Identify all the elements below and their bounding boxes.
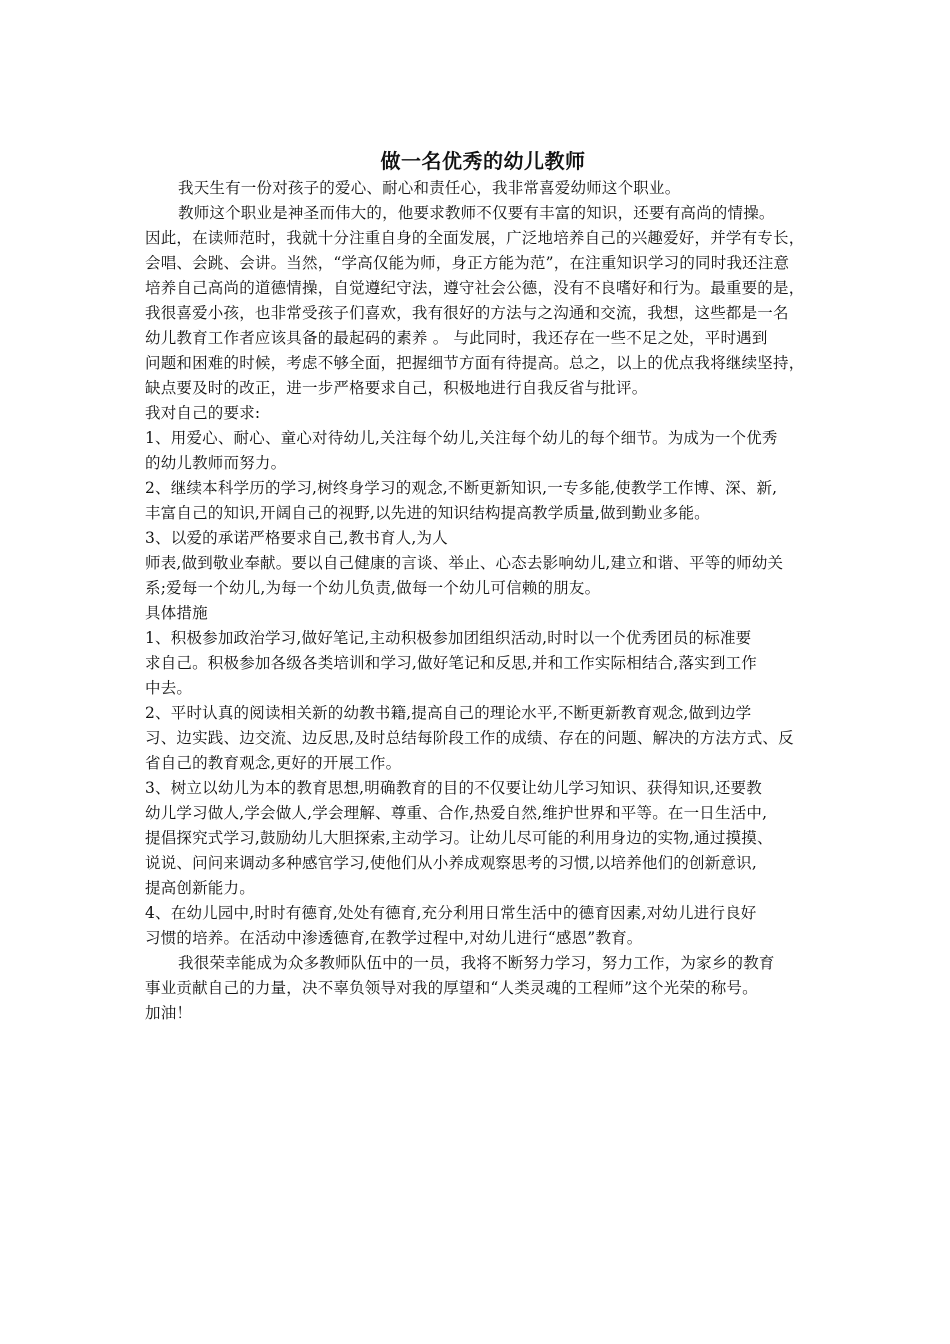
text-line: 事业贡献自己的力量，决不辜负领导对我的厚望和“人类灵魂的工程师”这个光荣的称号。: [145, 979, 758, 997]
text-line: 师表,做到敬业奉献。要以自己健康的言谈、举止、心态去影响幼儿,建立和谐、平等的师幼关: [145, 554, 784, 572]
text-line: 3、以爱的承诺严格要求自己,教书育人,为人: [145, 529, 448, 547]
text-line: 说说、问问来调动多种感官学习,使他们从小养成观察思考的习惯,以培养他们的创新意识,: [145, 854, 757, 872]
text-line: 提倡探究式学习,鼓励幼儿大胆探索,主动学习。让幼儿尽可能的利用身边的实物,通过摸摸、: [145, 829, 773, 847]
text-line: 我天生有一份对孩子的爱心、耐心和责任心，我非常喜爱幼师这个职业。: [178, 179, 681, 197]
text-line: 加油！: [145, 1004, 193, 1022]
text-line: 丰富自己的知识,开阔自己的视野,以先进的知识结构提高教学质量,做到勤业多能。: [145, 504, 710, 522]
text-line: 习、边实践、边交流、边反思,及时总结每阶段工作的成绩、存在的问题、解决的方法方式、反: [145, 729, 794, 747]
text-line: 缺点要及时的改正，进一步严格要求自己，积极地进行自我反省与批评。: [145, 379, 648, 397]
text-line: 具体措施: [145, 604, 208, 622]
text-line: 3、树立以幼儿为本的教育思想,明确教育的目的不仅要让幼儿学习知识、获得知识,还要教: [145, 779, 762, 797]
text-line: 习惯的培养。在活动中渗透德育,在教学过程中,对幼儿进行“感恩”教育。: [145, 929, 643, 947]
text-line: 幼儿学习做人,学会做人,学会理解、尊重、合作,热爱自然,维护世界和平等。在一日生活中,: [145, 804, 768, 822]
text-line: 1、积极参加政治学习,做好笔记,主动积极参加团组织活动,时时以一个优秀团员的标准要: [145, 629, 752, 647]
text-line: 的幼儿教师而努力。: [145, 454, 287, 472]
text-line: 幼儿教育工作者应该具备的最起码的素养 。 与此同时，我还存在一些不足之处，平时遇到: [145, 329, 768, 347]
text-line: 会唱、会跳、会讲。当然，“学高仅能为师，身正方能为范”，在注重知识学习的同时我还注意: [145, 254, 790, 272]
text-line: 2、继续本科学历的学习,树终身学习的观念,不断更新知识,一专多能,使教学工作博、深、新,: [145, 479, 778, 497]
text-line: 教师这个职业是神圣而伟大的，他要求教师不仅要有丰富的知识，还要有高尚的情操。: [178, 204, 775, 222]
text-line: 中去。: [145, 679, 193, 697]
text-line: 系;爱每一个幼儿,为每一个幼儿负责,做每一个幼儿可信赖的朋友。: [145, 579, 601, 597]
document-body: [145, 176, 813, 1026]
document-title: 做一名优秀的幼儿教师: [380, 149, 586, 173]
text-line: 4、在幼儿园中,时时有德育,处处有德育,充分利用日常生活中的德育因素,对幼儿进行良好: [145, 904, 757, 922]
text-line: 提高创新能力。: [145, 879, 255, 897]
document-page: [145, 146, 813, 1026]
text-line: 1、用爱心、耐心、童心对待幼儿,关注每个幼儿,关注每个幼儿的每个细节。为成为一个优秀: [145, 429, 778, 447]
text-line: 我对自己的要求:: [145, 404, 261, 422]
text-line: 我很喜爱小孩，也非常受孩子们喜欢，我有很好的方法与之沟通和交流，我想，这些都是一名: [145, 304, 789, 322]
text-line: 2、平时认真的阅读相关新的幼教书籍,提高自己的理论水平,不断更新教育观念,做到边学: [145, 704, 752, 722]
text-line: 省自己的教育观念,更好的开展工作。: [145, 754, 402, 772]
text-line: 求自己。积极参加各级各类培训和学习,做好笔记和反思,并和工作实际相结合,落实到工作: [145, 654, 757, 672]
text-line: 培养自己高尚的道德情操，自觉遵纪守法，遵守社会公德，没有不良嗜好和行为。最重要的是，: [145, 279, 805, 297]
text-line: 我很荣幸能成为众多教师队伍中的一员，我将不断努力学习，努力工作，为家乡的教育: [178, 954, 775, 972]
text-line: 因此，在读师范时，我就十分注重自身的全面发展，广泛地培养自己的兴趣爱好，并学有专长，: [145, 229, 805, 247]
text-line: 问题和困难的时候，考虑不够全面，把握细节方面有待提高。总之，以上的优点我将继续坚持，: [145, 354, 805, 372]
